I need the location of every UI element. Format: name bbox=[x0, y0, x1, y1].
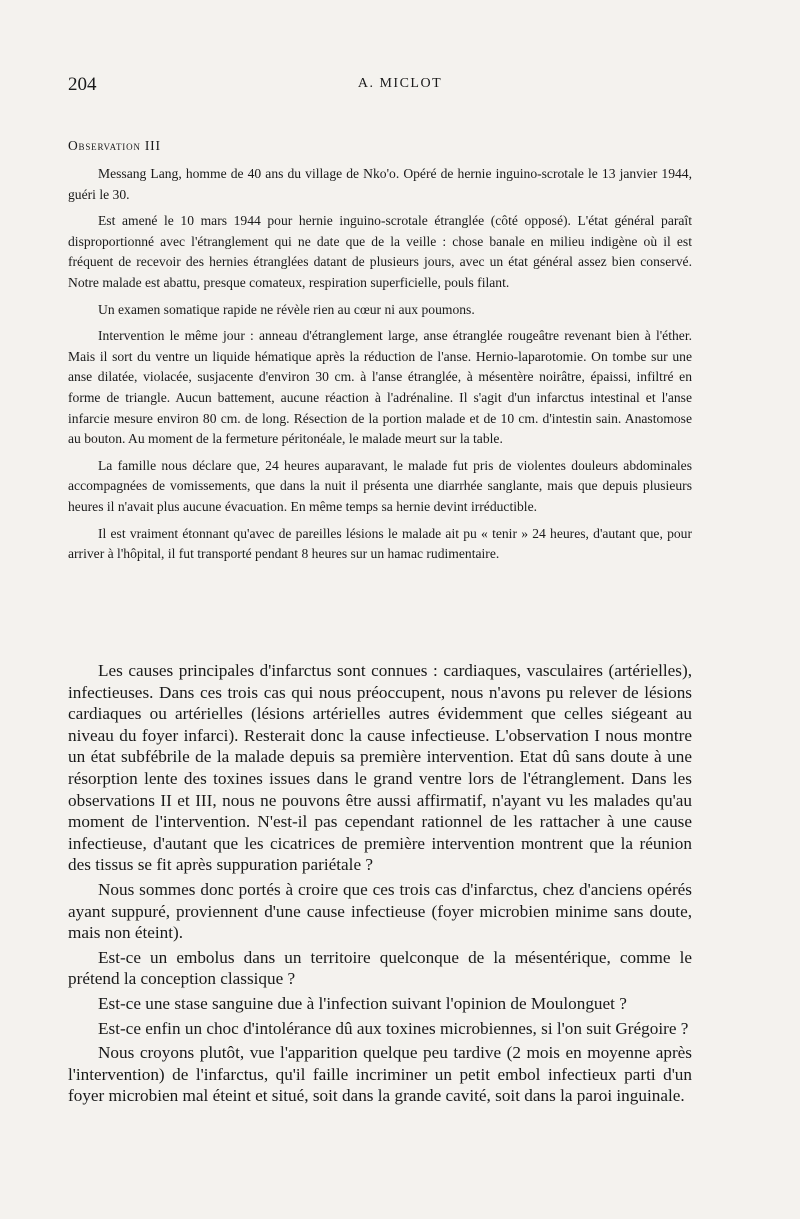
paragraph: Il est vraiment étonnant qu'avec de pareilles lésions le malade ait pu « tenir » 24 heures, d'autant que, pour arriver à l'hôpital, il fut transporté pendant 8 heures sur un hamac rudimentaire. bbox=[68, 525, 692, 562]
paragraph: Intervention le même jour : anneau d'étranglement large, anse étranglée rougeâtre revenant bien à l'éther. Mais il sort du ventre un liquide hématique après la réduction de l'anse. Hernio-laparotomie. On tombe sur une anse dilatée, violacée, susjacente d'environ 30 cm. à l'anse étranglée, à mésentère noirâtre, épaissi, infiltré en forme de triangle. Aucun battement, aucune réaction à l'adrénaline. Il s'agit d'un infarctus intestinal et l'anse infarcie mesure environ 80 cm. de long. Résection de la portion malade et de 10 cm. d'intestin sain. Anastomose au bouton. Au moment de la fermeture péritonéale, le malade meurt sur la table. bbox=[68, 328, 692, 447]
paragraph: La famille nous déclare que, 24 heures auparavant, le malade fut pris de violentes douleurs abdominales accompagnées de vomissements, que dans la nuit il présenta une diarrhée sanglante, mais que depuis plusieurs heures il n'avait plus aucune évacuation. En même temps sa hernie devint irréductible. bbox=[68, 457, 692, 514]
page-header bbox=[68, 74, 732, 98]
paragraph: Les causes principales d'infarctus sont connues : cardiaques, vasculaires (artérielles), infectieuses. Dans ces trois cas qui nous préoccupent, nous n'avons pu relever de lésions cardiaques ou artérielles (lésions artérielles autres évidemment que celles siégeant au niveau du foyer infarci). Resterait donc la cause infectieuse. L'observation I nous montre un état subfébrile de la malade depuis sa première intervention. Etat dû sans doute à une résorption lente des toxines issues dans le grand ventre lors de l'étranglement. Dans les observations II et III, nous ne pouvons être aussi affirmatif, n'ayant vu les malades qu'au moment de l'intervention. N'est-il pas cependant rationnel de les rattacher à une cause infectieuse, d'autant que les cicatrices de première intervention montrent que la réunion des tissus se fit après suppuration pariétale ? bbox=[68, 661, 692, 875]
paragraph: Messang Lang, homme de 40 ans du village de Nko'o. Opéré de hernie inguino-scrotale le 13 janvier 1944, guéri le 30. bbox=[68, 166, 692, 202]
paragraph: Est amené le 10 mars 1944 pour hernie inguino-scrotale étranglée (côté opposé). L'état général paraît disproportionné avec l'étranglement qui ne date que de la veille : chose banale en milieu indigène où il est fréquent de recevoir des hernies étranglées datant de plusieurs jours, avec un état général assez bien conservé. Notre malade est abattu, presque comateux, respiration superficielle, pouls filant. bbox=[68, 213, 692, 290]
paragraph: Est-ce enfin un choc d'intolérance dû aux toxines microbiennes, si l'on suit Grégoire ? bbox=[98, 1018, 689, 1038]
observation-heading: Observation III bbox=[68, 138, 161, 153]
page-number: 204 bbox=[68, 74, 97, 95]
paragraph: Un examen somatique rapide ne révèle rien au cœur ni aux poumons. bbox=[98, 301, 475, 317]
paragraph: Nous croyons plutôt, vue l'apparition quelque peu tardive (2 mois en moyenne après l'intervention) de l'infarctus, qu'il faille incriminer un petit embol infectieux parti d'un foyer microbien mal éteint et situé, soit dans la grande cavité, soit dans la paroi inguinale. bbox=[68, 1043, 692, 1106]
running-head: A. MICLOT bbox=[357, 76, 443, 91]
discussion-text bbox=[68, 660, 692, 1110]
paragraph: Est-ce une stase sanguine due à l'infection suivant l'opinion de Moulonguet ? bbox=[98, 993, 627, 1013]
paragraph: Est-ce un embolus dans un territoire quelconque de la mésentérique, comme le prétend la conception classique ? bbox=[68, 947, 692, 989]
observation-text bbox=[68, 164, 692, 571]
paragraph: Nous sommes donc portés à croire que ces trois cas d'infarctus, chez d'anciens opérés ayant suppuré, proviennent d'une cause infectieuse (foyer microbien minime sans doute, mais non éteint). bbox=[68, 879, 692, 943]
